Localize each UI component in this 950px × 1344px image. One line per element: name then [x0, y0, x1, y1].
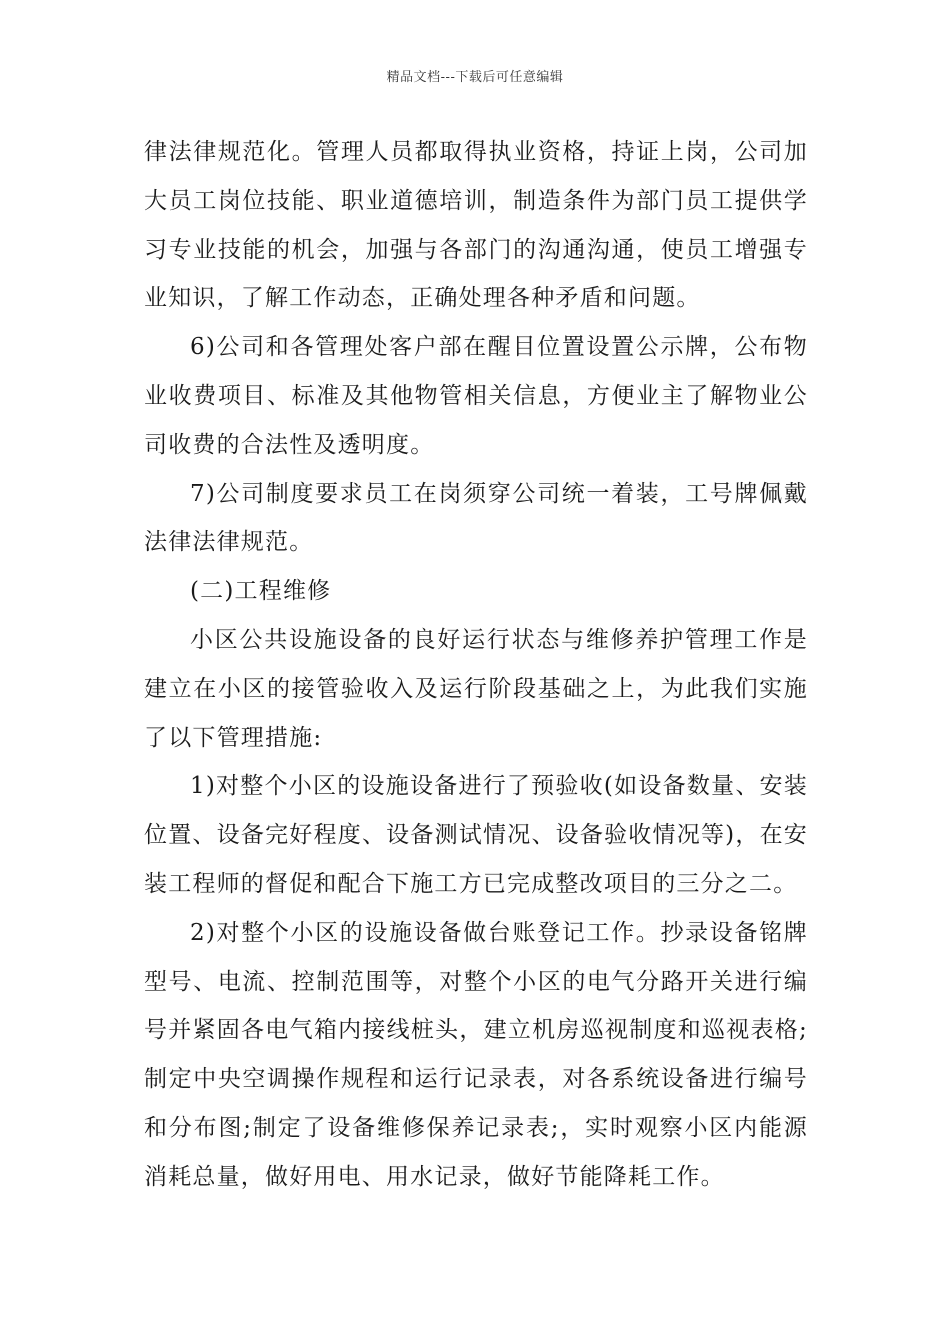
- paragraph-item-6: 6)公司和各管理处客户部在醒目位置设置公示牌，公布物业收费项目、标准及其他物管相关信息，方便业主了解物业公司收费的合法性及透明度。: [144, 334, 808, 458]
- section-heading-engineering: (二)工程维修: [190, 578, 332, 605]
- paragraph-item-1: 1)对整个小区的设施设备进行了预验收(如设备数量、安装位置、设备完好程度、设备测试情况、设备验收情况等)，在安装工程师的督促和配合下施工方已完成整改项目的三分之二。: [144, 773, 808, 897]
- document-body: [144, 128, 808, 1202]
- paragraph-item-7: 7)公司制度要求员工在岗须穿公司统一着装，工号牌佩戴法律法律规范。: [144, 480, 808, 556]
- paragraph-intro: 小区公共设施设备的良好运行状态与维修养护管理工作是建立在小区的接管验收入及运行阶段基础之上，为此我们实施了以下管理措施:: [144, 626, 808, 751]
- page-header: 精品文档---下载后可任意编辑: [386, 70, 564, 85]
- paragraph-continued: 律法律规范化。管理人员都取得执业资格，持证上岗，公司加大员工岗位技能、职业道德培训，制造条件为部门员工提供学习专业技能的机会，加强与各部门的沟通沟通，使员工增强专业知识，了解工作动态，正确处理各种矛盾和问题。: [144, 139, 808, 312]
- paragraph-item-2: 2)对整个小区的设施设备做台账登记工作。抄录设备铭牌型号、电流、控制范围等，对整个小区的电气分路开关进行编号并紧固各电气箱内接线桩头，建立机房巡视制度和巡视表格;制定中央空调操作规程和运行记录表，对各系统设备进行编号和分布图;制定了设备维修保养记录表;，实时观察小区内能源消耗总量，做好用电、用水记录，做好节能降耗工作。: [144, 919, 808, 1190]
